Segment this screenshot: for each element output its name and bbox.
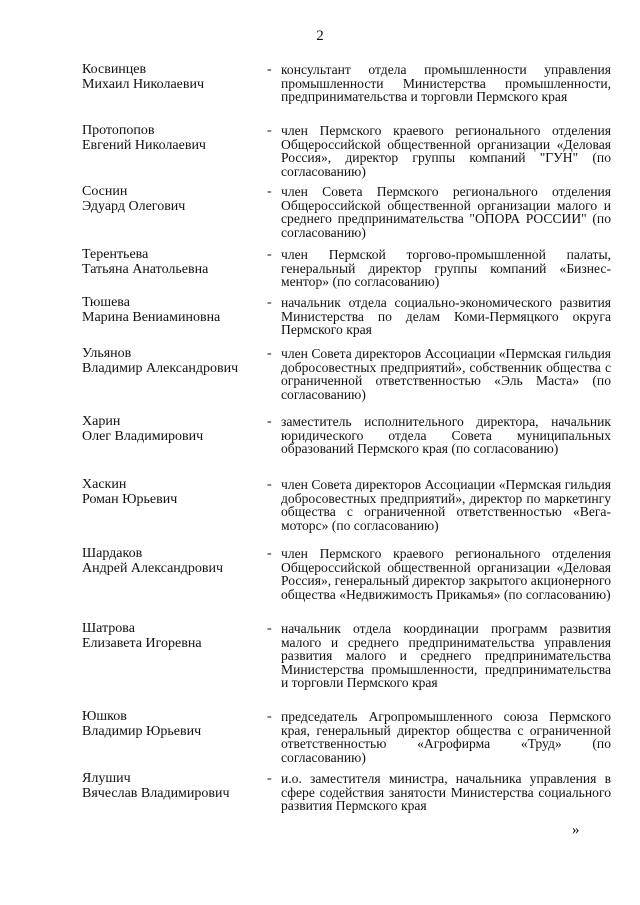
- entry-dash: -: [267, 184, 272, 199]
- member-surname: Ульянов: [82, 346, 132, 361]
- member-surname: Протопопов: [82, 123, 155, 138]
- member-name: [82, 296, 257, 325]
- member-position: консультант отдела промышленности управления промышленности Министерства промышленности, предпринимательства и торговли Пермского края: [281, 62, 611, 104]
- entry-dash: -: [267, 247, 272, 262]
- member-given-names: Елизавета Игоревна: [82, 635, 202, 651]
- entry-dash: -: [267, 709, 272, 724]
- member-surname: Косвинцев: [82, 62, 147, 77]
- entry-dash: -: [267, 123, 272, 138]
- entry-dash: -: [267, 346, 272, 361]
- member-given-names: Олег Владимирович: [82, 428, 204, 444]
- entry-dash: -: [267, 771, 272, 786]
- member-given-names: Роман Юрьевич: [82, 491, 178, 507]
- entry-dash: -: [267, 546, 272, 561]
- member-surname: Шатрова: [82, 621, 135, 636]
- entry-dash: -: [267, 477, 272, 492]
- member-name: [82, 248, 257, 277]
- member-position: член Совета директоров Ассоциации «Пермская гильдия добросовестных предприятий», директор по маркетингу общества с ограниченной ответственностью «Вега-моторс» (по согласованию): [281, 477, 611, 533]
- member-surname: Шардаков: [82, 546, 143, 561]
- member-name: [82, 185, 257, 214]
- member-surname: Терентьева: [82, 247, 149, 262]
- member-position: член Пермского краевого регионального отделения Общероссийской общественной организации «Деловая Россия», директор группы компаний "ГУН" (по согласованию): [281, 123, 611, 179]
- member-name: [82, 547, 257, 576]
- member-name: [82, 772, 257, 801]
- member-given-names: Эдуард Олегович: [82, 198, 186, 214]
- member-surname: Юшков: [82, 709, 127, 724]
- member-surname: Харин: [82, 414, 121, 429]
- member-position: начальник отдела координации программ развития малого и среднего предпринимательства управления развития малого и среднего предпринимательства Министерства промышленности, предпринимательства и торговли Пермского края: [281, 621, 611, 690]
- member-surname: Тюшева: [82, 295, 130, 310]
- member-given-names: Михаил Николаевич: [82, 76, 205, 92]
- member-given-names: Марина Вениаминовна: [82, 309, 221, 325]
- member-given-names: Вячеслав Владимирович: [82, 785, 230, 801]
- member-name: [82, 622, 257, 651]
- member-position: председатель Агропромышленного союза Пермского края, генеральный директор общества с ограниченной ответственностью «Агрофирма «Труд» (по согласованию): [281, 709, 611, 765]
- member-name: [82, 63, 257, 92]
- member-given-names: Татьяна Анатольевна: [82, 261, 209, 277]
- member-name: [82, 347, 257, 376]
- member-given-names: Владимир Александрович: [82, 360, 239, 376]
- member-name: [82, 124, 257, 153]
- member-name: [82, 478, 257, 507]
- entry-dash: -: [267, 62, 272, 77]
- page-end-mark: »: [572, 822, 580, 838]
- member-surname: Ялушич: [82, 771, 131, 786]
- entry-dash: -: [267, 295, 272, 310]
- member-given-names: Евгений Николаевич: [82, 137, 206, 153]
- member-position: член Совета директоров Ассоциации «Пермская гильдия добросовестных предприятий», собственник общества с ограниченной ответственностью «Эль Маста» (по согласованию): [281, 346, 611, 402]
- page-number: 2: [316, 28, 324, 44]
- member-position: заместитель исполнительного директора, начальник юридического отдела Совета муниципальных образований Пермского края (по согласованию): [281, 414, 611, 456]
- member-position: член Пермского краевого регионального отделения Общероссийской общественной организации «Деловая Россия», генеральный директор закрытого акционерного общества «Недвижимость Прикамья» (по согласованию): [281, 546, 611, 602]
- member-name: [82, 415, 257, 444]
- entry-dash: -: [267, 414, 272, 429]
- member-position: и.о. заместителя министра, начальника управления в сфере содействия занятости Министерства социального развития Пермского края: [281, 771, 611, 813]
- member-given-names: Андрей Александрович: [82, 560, 224, 576]
- member-given-names: Владимир Юрьевич: [82, 723, 202, 739]
- member-surname: Соснин: [82, 184, 128, 199]
- member-name: [82, 710, 257, 739]
- member-position: начальник отдела социально-экономического развития Министерства по делам Коми-Пермяцкого округа Пермского края: [281, 295, 611, 337]
- member-position: член Пермской торгово-промышленной палаты, генеральный директор группы компаний «Бизнес-ментор» (по согласованию): [281, 247, 611, 289]
- entry-dash: -: [267, 621, 272, 636]
- member-position: член Совета Пермского регионального отделения Общероссийской общественной организации малого и среднего предпринимательства "ОПОРА РОССИИ" (по согласованию): [281, 184, 611, 240]
- member-surname: Хаскин: [82, 477, 127, 492]
